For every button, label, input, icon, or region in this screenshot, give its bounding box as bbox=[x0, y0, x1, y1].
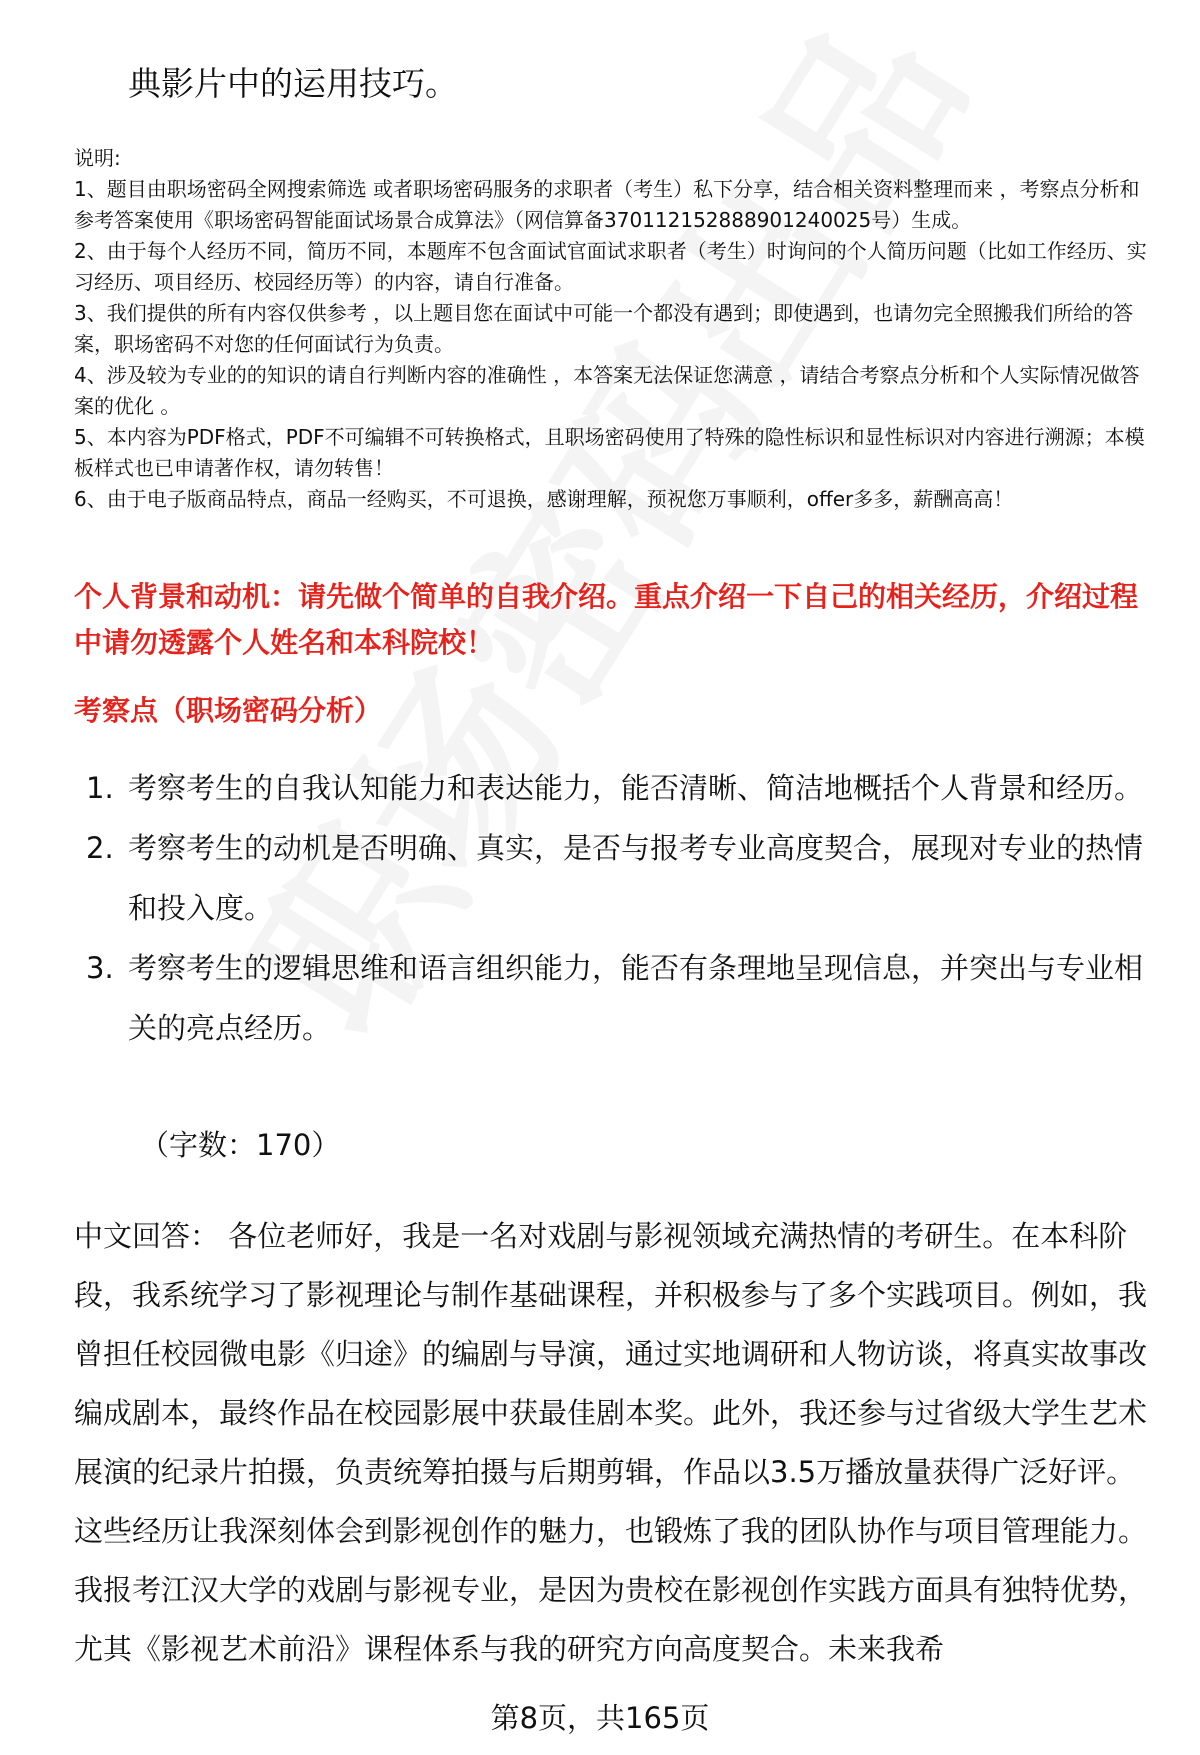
note-item: 6、由于电子版商品特点，商品一经购买，不可退换，感谢理解，预祝您万事顺利，offer多多，薪酬高高！ bbox=[74, 487, 1014, 511]
analysis-point bbox=[74, 938, 1154, 1058]
notes-section bbox=[74, 143, 1154, 515]
question-heading: 个人背景和动机：请先做个简单的自我介绍。重点介绍一下自己的相关经历，介绍过程中请勿透露个人姓名和本科院校！ bbox=[74, 580, 1139, 659]
carry-over-text: 典影片中的运用技巧。 bbox=[128, 64, 458, 103]
point-number: 2. bbox=[86, 831, 114, 865]
point-text: 考察考生的自我认知能力和表达能力，能否清晰、简洁地概括个人背景和经历。 bbox=[128, 771, 1144, 805]
note-item: 3、我们提供的所有内容仅供参考 ，以上题目您在面试中可能一个都没有遇到；即使遇到，也请勿完全照搬我们所给的答案，职场密码不对您的任何面试行为负责。 bbox=[74, 301, 1134, 356]
point-text: 考察考生的逻辑思维和语言组织能力，能否有条理地呈现信息，并突出与专业相关的亮点经历。 bbox=[128, 951, 1144, 1045]
note-item: 2、由于每个人经历不同，简历不同，本题库不包含面试官面试求职者（考生）时询问的个人简历问题（比如工作经历、实习经历、项目经历、校园经历等）的内容，请自行准备。 bbox=[74, 239, 1147, 294]
note-item: 5、本内容为PDF格式，PDF不可编辑不可转换格式，且职场密码使用了特殊的隐性标识和显性标识对内容进行溯源；本模板样式也已申请著作权，请勿转售！ bbox=[74, 425, 1145, 480]
point-number: 1. bbox=[86, 771, 114, 805]
answer-text: 中文回答： 各位老师好，我是一名对戏剧与影视领域充满热情的考研生。在本科阶段，我系统学习了影视理论与制作基础课程，并积极参与了多个实践项目。例如，我曾担任校园微电影《归途》的编剧与导演，通过实地调研和人物访谈，将真实故事改编成剧本，最终作品在校园影展中获最佳剧本奖。此外，我还参与过省级大学生艺术展演的纪录片拍摄，负责统筹拍摄与后期剪辑，作品以3.5万播放量获得广泛好评。这些经历让我深刻体会到影视创作的魅力，也锻炼了我的团队协作与项目管理能力。我报考江汉大学的戏剧与影视专业，是因为贵校在影视创作实践方面具有独特优势，尤其《影视艺术前沿》课程体系与我的研究方向高度契合。未来我希 bbox=[74, 1219, 1148, 1666]
page-number: 第8页，共165页 bbox=[490, 1701, 710, 1735]
analysis-point bbox=[74, 758, 1154, 818]
analysis-title: 考察点（职场密码分析） bbox=[74, 694, 383, 727]
word-count: （字数：170） bbox=[140, 1128, 341, 1162]
notes-heading: 说明: bbox=[74, 146, 121, 170]
point-text: 考察考生的动机是否明确、真实，是否与报考专业高度契合，展现对专业的热情和投入度。 bbox=[128, 831, 1144, 925]
point-number: 3. bbox=[86, 951, 114, 985]
note-item: 4、涉及较为专业的的知识的请自行判断内容的准确性 ，本答案无法保证您满意 ，请结合考察点分析和个人实际情况做答案的优化 。 bbox=[74, 363, 1140, 418]
analysis-point bbox=[74, 818, 1154, 938]
note-item: 1、题目由职场密码全网搜索筛选 或者职场密码服务的求职者（考生）私下分享，结合相关资料整理而来 ，考察点分析和参考答案使用《职场密码智能面试场景合成算法》（网信算备370112152888901240025号）生成。 bbox=[74, 177, 1140, 232]
analysis-points bbox=[74, 758, 1154, 1058]
